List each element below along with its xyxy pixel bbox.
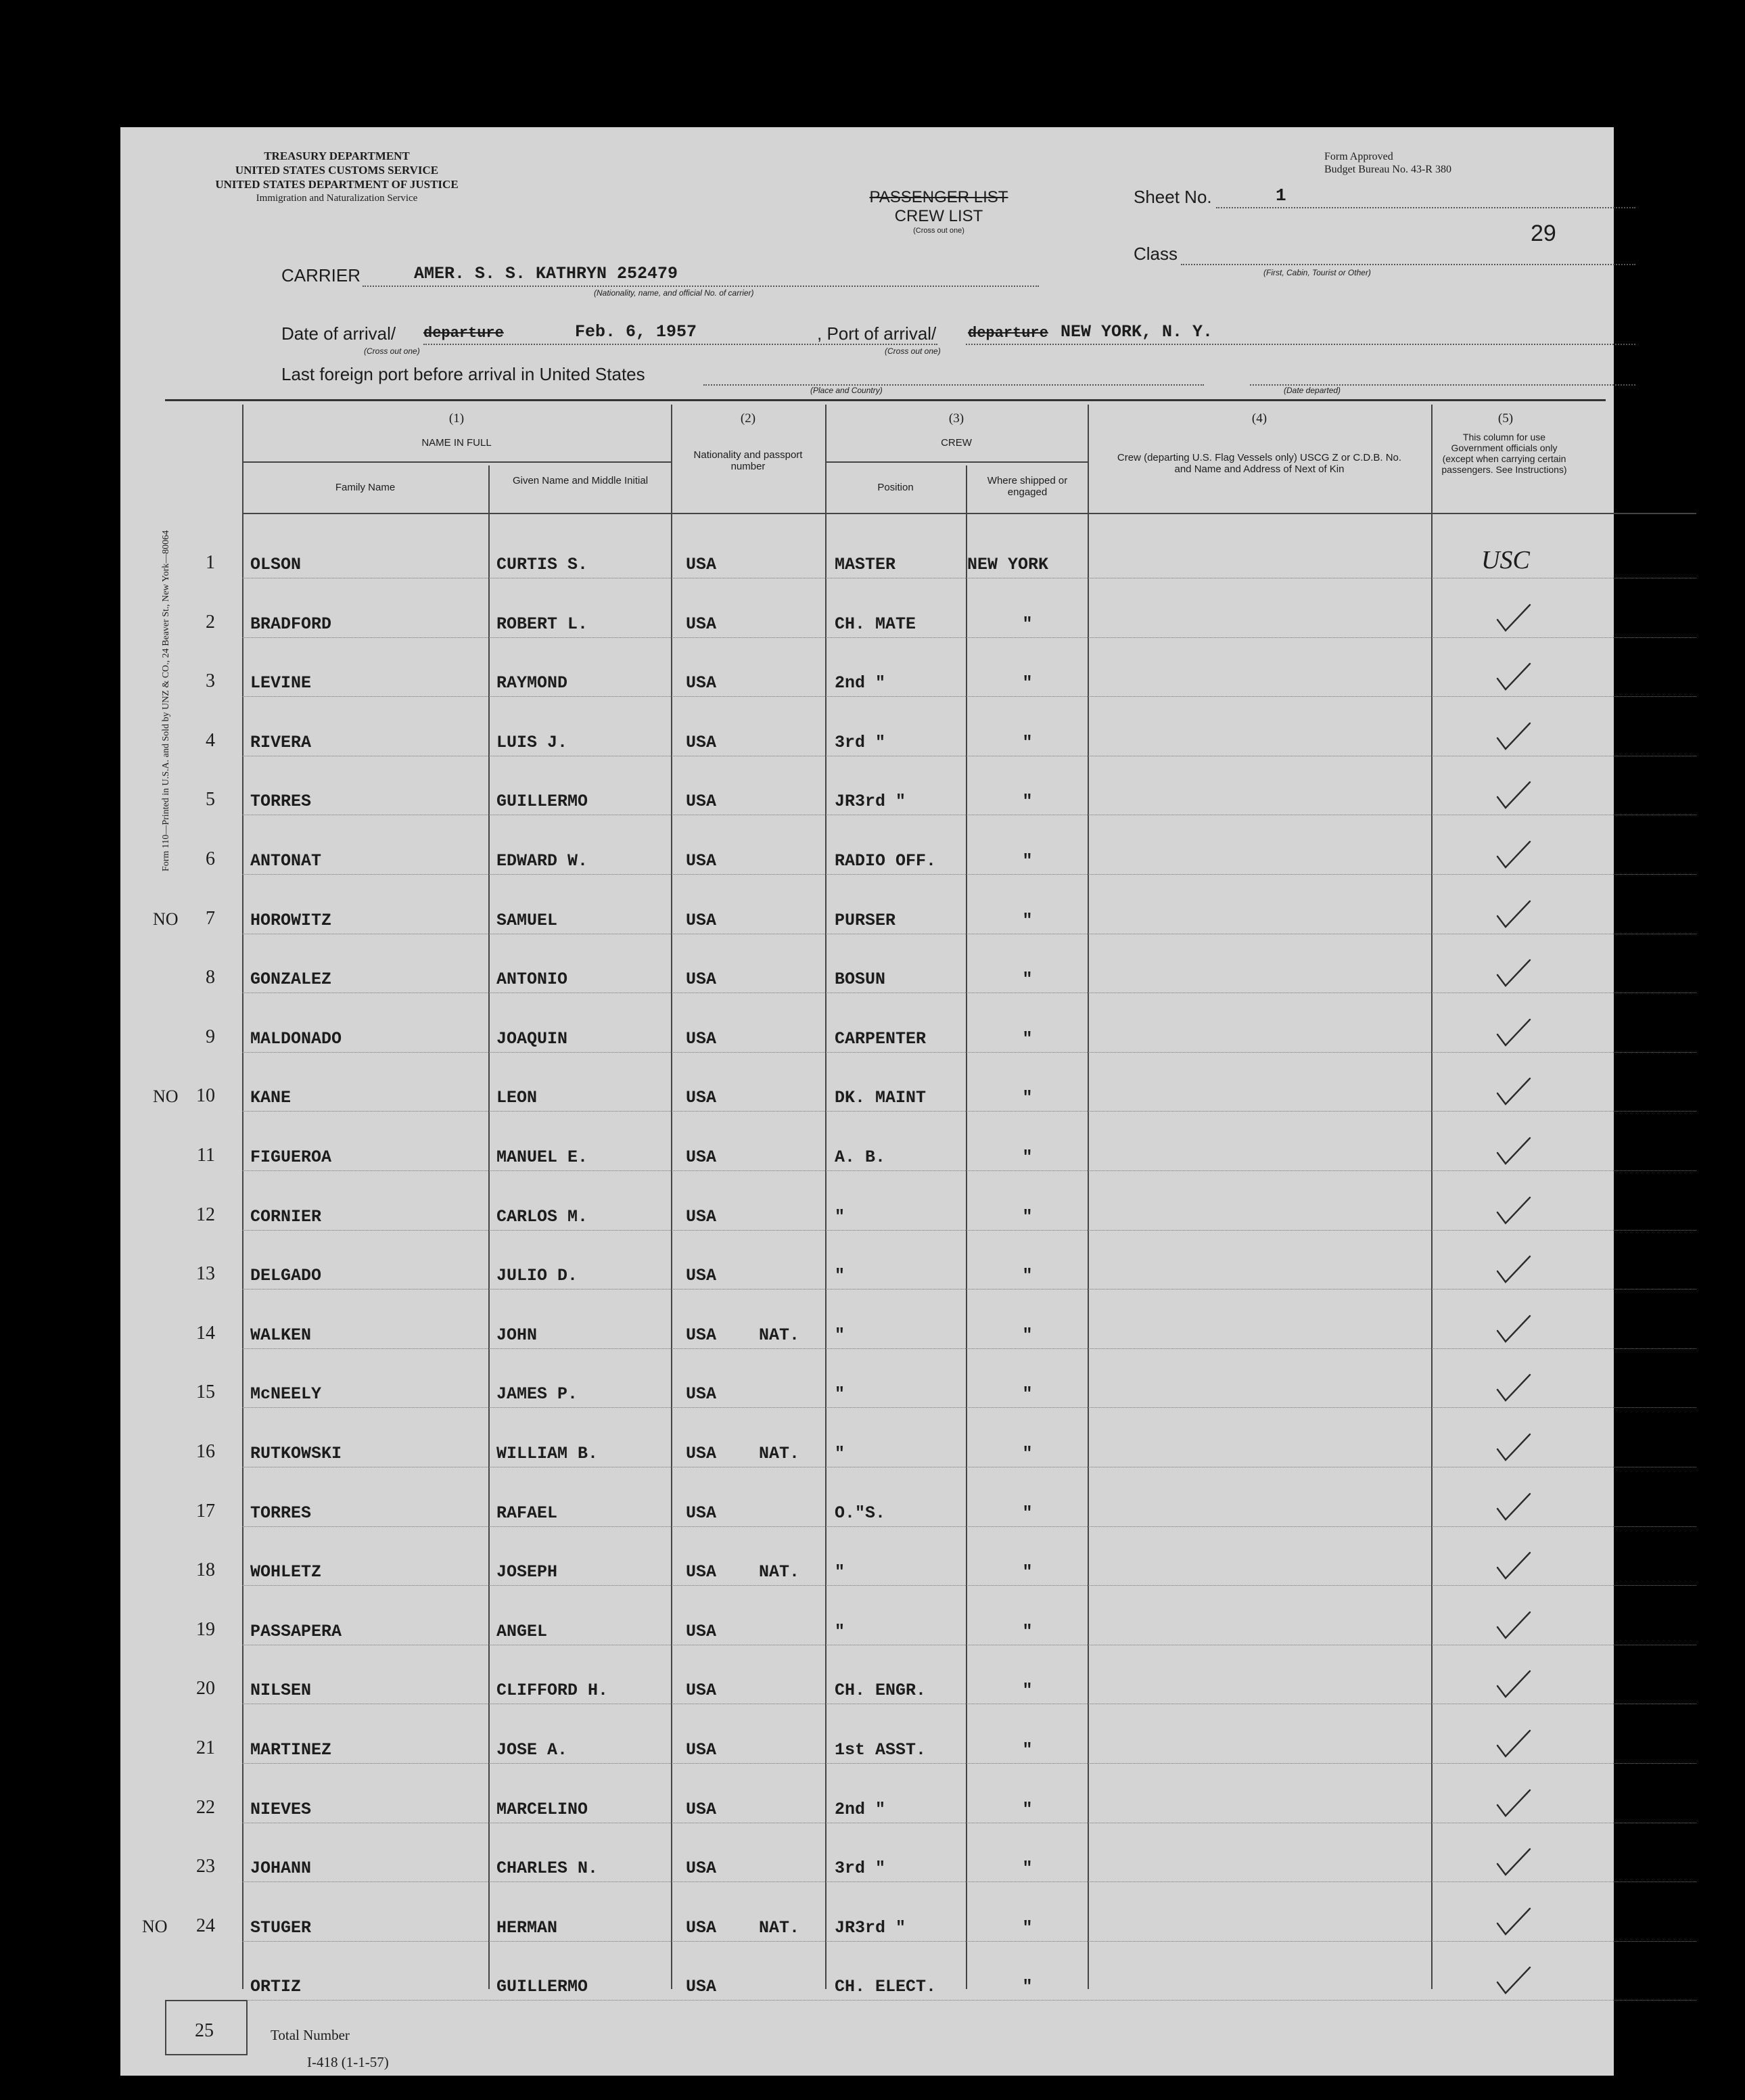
cell-nationality: USA [686,1503,717,1523]
cell-position: 3rd " [835,732,886,752]
cell-position: MASTER [835,555,896,574]
row-baseline [242,992,1696,993]
port-note: (Cross out one) [885,346,941,356]
row-note: NO [153,1087,179,1107]
cell-nationality: USA [686,851,717,871]
cell-given-name: RAYMOND [496,673,568,693]
arrival-struck-word: departure [423,325,504,342]
cell-given-name: ANGEL [496,1621,548,1641]
checkmark-icon [1493,898,1534,930]
class-note: (First, Cabin, Tourist or Other) [1263,268,1371,277]
cell-nationality: USA [686,1088,717,1108]
cell-naturalized: NAT. [759,1325,800,1345]
row-number: 19 [196,1618,215,1640]
cell-position: PURSER [835,910,896,930]
cell-position: 2nd " [835,1799,886,1819]
cell-family-name: TORRES [250,792,312,812]
cell-where-shipped: " [1022,792,1033,812]
cell-given-name: EDWARD W. [496,851,588,871]
row-number: 3 [206,670,215,692]
cell-given-name: JOHN [496,1325,538,1345]
cell-position: A. B. [835,1147,886,1167]
col-divider-5 [1431,405,1433,1989]
row-number: 4 [206,729,215,751]
checkmark-icon [1493,1668,1534,1699]
row-baseline [242,874,1696,875]
rule-header-bottom [242,513,1696,514]
cell-where-shipped: " [1022,1384,1033,1405]
cell-given-name: CARLOS M. [496,1206,588,1227]
row-baseline [242,1585,1696,1586]
cell-where-shipped: " [1022,1621,1033,1641]
checkmark-icon [1493,1135,1534,1166]
row-number: 5 [206,789,215,811]
rule-crew-sub [825,461,1088,463]
checkmark-icon [1493,602,1534,633]
row-number: 10 [196,1085,215,1107]
col-divider-4 [1088,405,1089,1989]
cell-where-shipped: " [1022,1206,1033,1227]
cell-position: O."S. [835,1503,886,1523]
cell-family-name: RIVERA [250,732,312,752]
row-number: 17 [196,1500,215,1522]
port-value: NEW YORK, N. Y. [1061,322,1213,342]
row-number: 22 [196,1796,215,1818]
cell-nationality: USA [686,1562,717,1582]
col1-number: (1) [448,411,465,426]
cell-family-name: ORTIZ [250,1977,302,1997]
cell-family-name: BRADFORD [250,614,332,634]
cell-given-name: JULIO D. [496,1266,578,1286]
cell-nationality: USA [686,732,717,752]
row-baseline [242,1881,1696,1882]
cell-given-name: MARCELINO [496,1799,588,1819]
cell-family-name: DELGADO [250,1266,322,1286]
cell-family-name: WALKEN [250,1325,312,1345]
total-count: 25 [195,2020,214,2041]
cell-given-name: JOSEPH [496,1562,558,1582]
cell-family-name: PASSAPERA [250,1621,342,1641]
checkmark-icon [1493,957,1534,988]
cell-nationality: USA [686,910,717,930]
official-mark: USC [1481,546,1530,574]
checkmark-icon [1493,1906,1534,1937]
cell-position: BOSUN [835,969,886,990]
cell-position: RADIO OFF. [835,851,937,871]
cell-nationality: USA [686,1799,717,1819]
row-number: 8 [206,967,215,988]
row-baseline [242,1526,1696,1527]
agency-header [168,149,506,206]
cell-nationality: USA [686,1621,717,1641]
cell-nationality: USA [686,792,717,812]
cell-where-shipped: " [1022,1266,1033,1286]
cell-naturalized: NAT. [759,1917,800,1938]
cell-nationality: USA [686,1266,717,1286]
cell-family-name: OLSON [250,555,302,574]
row-number: 12 [196,1204,215,1225]
cell-family-name: MALDONADO [250,1028,342,1049]
header-rule [165,399,1606,401]
cell-given-name: JAMES P. [496,1384,578,1405]
col-divider-3 [825,405,827,1989]
cell-where-shipped: NEW YORK [967,555,1049,574]
cell-position: " [835,1384,845,1405]
checkmark-icon [1493,1076,1534,1107]
row-baseline [242,1941,1696,1942]
row-number: 2 [206,611,215,633]
col3-title: CREW [941,437,972,449]
agency-line-4: Immigration and Naturalization Service [256,193,418,204]
col-divider-2 [671,405,672,1989]
arrival-date-value: Feb. 6, 1957 [575,322,697,342]
row-baseline [242,1407,1696,1408]
cell-where-shipped: " [1022,1740,1033,1760]
agency-line-1: TREASURY DEPARTMENT [264,150,410,162]
row-baseline [242,637,1696,638]
cell-where-shipped: " [1022,673,1033,693]
cell-where-shipped: " [1022,851,1033,871]
cell-family-name: MARTINEZ [250,1740,332,1760]
checkmark-icon [1493,1017,1534,1048]
cell-position: JR3rd " [835,1917,906,1938]
cell-given-name: LUIS J. [496,732,568,752]
cell-family-name: FIGUEROA [250,1147,332,1167]
cell-position: " [835,1266,845,1286]
carrier-note: (Nationality, name, and official No. of carrier) [594,288,754,298]
row-number: 11 [197,1145,215,1166]
cell-nationality: USA [686,1917,717,1938]
col-divider-family [488,465,490,1989]
class-line [1181,264,1635,265]
cell-family-name: KANE [250,1088,292,1108]
row-baseline [242,1052,1696,1053]
cell-family-name: LEVINE [250,673,312,693]
col4-number: (4) [1251,411,1267,426]
checkmark-icon [1493,779,1534,811]
cell-where-shipped: " [1022,614,1033,634]
cell-position: 2nd " [835,673,886,693]
cell-where-shipped: " [1022,1977,1033,1997]
checkmark-icon [1493,1195,1534,1226]
sheet-line [1216,207,1635,208]
carrier-label: CARRIER [281,265,361,286]
cell-family-name: CORNIER [250,1206,322,1227]
carrier-line [363,286,1039,287]
checkmark-icon [1493,839,1534,870]
form-approved-line-2: Budget Bureau No. 43-R 380 [1324,164,1451,175]
arrival-date-label: Date of arrival/ [281,323,396,344]
cell-where-shipped: " [1022,910,1033,930]
page-number: 29 [1531,221,1556,246]
row-note: NO [153,909,179,929]
cell-given-name: CLIFFORD H. [496,1681,609,1701]
checkmark-icon [1493,1254,1534,1285]
col1-title: NAME IN FULL [421,437,492,449]
row-baseline [242,1763,1696,1764]
col3-number: (3) [948,411,964,426]
last-port-label: Last foreign port before arrival in United States [281,364,645,384]
cell-where-shipped: " [1022,732,1033,752]
cell-position: CH. ELECT. [835,1977,937,1997]
cell-position: 1st ASST. [835,1740,927,1760]
checkmark-icon [1493,1313,1534,1344]
cell-where-shipped: " [1022,1147,1033,1167]
col-divider-1 [242,405,243,1989]
col5-title: This column for use Government officials only (except when carrying certain passengers. See Instructions) [1441,432,1567,475]
cell-family-name: HOROWITZ [250,910,332,930]
row-number: 6 [206,848,215,869]
last-port-date-note: (Date departed) [1284,386,1341,395]
checkmark-icon [1493,661,1534,692]
row-baseline [242,1230,1696,1231]
cell-given-name: WILLIAM B. [496,1444,599,1463]
cell-given-name: LEON [496,1088,538,1108]
col3-where-header: Where shipped or engaged [987,475,1068,498]
checkmark-icon [1493,1965,1534,1996]
row-number: 15 [196,1382,215,1403]
port-label: , Port of arrival/ [817,323,937,344]
cell-position: CH. ENGR. [835,1681,927,1701]
row-baseline [242,1111,1696,1112]
cell-given-name: MANUEL E. [496,1147,588,1167]
form-approved-line-1: Form Approved [1324,151,1393,162]
cell-where-shipped: " [1022,1917,1033,1938]
last-port-place-line [703,384,1204,386]
cell-given-name: ANTONIO [496,969,568,990]
cell-position: CARPENTER [835,1028,927,1049]
cell-family-name: NILSEN [250,1681,312,1701]
row-number: 23 [196,1856,215,1877]
cell-where-shipped: " [1022,1503,1033,1523]
cell-nationality: USA [686,1444,717,1463]
agency-line-3: UNITED STATES DEPARTMENT OF JUSTICE [215,178,459,191]
cell-family-name: McNEELY [250,1384,322,1405]
cell-family-name: WOHLETZ [250,1562,322,1582]
cell-position: " [835,1325,845,1345]
sheet-label: Sheet No. [1134,187,1212,207]
cell-given-name: SAMUEL [496,910,558,930]
row-number: 24 [196,1915,215,1936]
cell-position: DK. MAINT [835,1088,927,1108]
sheet-number: 1 [1276,185,1286,206]
cell-nationality: USA [686,1858,717,1879]
last-port-place-note: (Place and Country) [810,386,883,395]
row-baseline [242,1170,1696,1171]
row-number: 18 [196,1559,215,1581]
cell-given-name: CURTIS S. [496,555,588,574]
cell-position: " [835,1444,845,1463]
checkmark-icon [1493,1432,1534,1463]
col5-number: (5) [1497,411,1514,426]
cell-position: " [835,1621,845,1641]
cell-where-shipped: " [1022,969,1033,990]
cell-given-name: RAFAEL [496,1503,558,1523]
port-struck-word: departure [968,325,1048,342]
checkmark-icon [1493,1372,1534,1403]
form-approved-note [1324,150,1451,176]
cell-family-name: ANTONAT [250,851,322,871]
checkmark-icon [1493,1787,1534,1819]
cell-where-shipped: " [1022,1799,1033,1819]
cell-nationality: USA [686,673,717,693]
col-divider-position [966,465,967,1989]
cell-nationality: USA [686,1740,717,1760]
row-number: 20 [196,1678,215,1699]
carrier-value: AMER. S. S. KATHRYN 252479 [414,264,678,283]
row-number: 16 [196,1441,215,1462]
row-baseline [242,696,1696,697]
cell-given-name: GUILLERMO [496,792,588,812]
cell-nationality: USA [686,555,717,574]
cell-family-name: STUGER [250,1917,312,1938]
col2-title: Nationality and passport number [693,449,803,472]
cell-position: CH. MATE [835,614,916,634]
col1-given-header: Given Name and Middle Initial [512,475,649,486]
printer-imprint: Form 110—Printed in U.S.A. and Sold by UNZ & CO., 24 Beaver St., New York—80064 [161,530,171,871]
rule-name-sub [242,461,671,463]
checkmark-icon [1493,1610,1534,1641]
row-baseline [242,1348,1696,1349]
cell-given-name: ROBERT L. [496,614,588,634]
cell-family-name: GONZALEZ [250,969,332,990]
cell-naturalized: NAT. [759,1444,800,1463]
cell-nationality: USA [686,1977,717,1997]
row-number: 1 [206,552,215,573]
cell-position: 3rd " [835,1858,886,1879]
row-baseline [242,2000,1696,2001]
row-number: 7 [206,907,215,929]
checkmark-icon [1493,1728,1534,1759]
checkmark-icon [1493,721,1534,752]
cell-where-shipped: " [1022,1681,1033,1701]
crew-list-form [120,127,1614,2076]
cell-family-name: RUTKOWSKI [250,1444,342,1463]
col1-family-header: Family Name [335,482,396,493]
cell-given-name: JOAQUIN [496,1028,568,1049]
cell-nationality: USA [686,1681,717,1701]
cell-family-name: NIEVES [250,1799,312,1819]
checkmark-icon [1493,1550,1534,1581]
cell-naturalized: NAT. [759,1562,800,1582]
cell-where-shipped: " [1022,1444,1033,1463]
cell-family-name: TORRES [250,1503,312,1523]
total-number-label: Total Number [271,2027,350,2043]
row-note: NO [142,1916,168,1936]
cell-where-shipped: " [1022,1088,1033,1108]
cell-nationality: USA [686,1147,717,1167]
row-number: 14 [196,1322,215,1344]
list-title [804,188,1074,235]
cell-nationality: USA [686,969,717,990]
col2-number: (2) [740,411,756,426]
agency-line-2: UNITED STATES CUSTOMS SERVICE [235,164,439,177]
cell-given-name: HERMAN [496,1917,558,1938]
col4-title: Crew (departing U.S. Flag Vessels only) USCG Z or C.D.B. No. and Name and Address of Next of Kin [1117,452,1402,475]
col3-position-header: Position [877,482,914,493]
checkmark-icon [1493,1491,1534,1522]
row-number: 21 [196,1737,215,1758]
class-label: Class [1134,244,1178,264]
list-title-crew: CREW LIST [894,207,983,225]
cell-where-shipped: " [1022,1562,1033,1582]
list-title-note: (Cross out one) [913,227,964,235]
cell-given-name: GUILLERMO [496,1977,588,1997]
cell-given-name: CHARLES N. [496,1858,599,1879]
arrival-note: (Cross out one) [364,346,420,356]
cell-given-name: JOSE A. [496,1740,568,1760]
cell-nationality: USA [686,1028,717,1049]
cell-position: " [835,1206,845,1227]
checkmark-icon [1493,1846,1534,1877]
cell-nationality: USA [686,1384,717,1405]
cell-nationality: USA [686,614,717,634]
cell-where-shipped: " [1022,1325,1033,1345]
cell-family-name: JOHANN [250,1858,312,1879]
cell-nationality: USA [686,1206,717,1227]
form-number: I-418 (1-1-57) [307,2054,389,2070]
list-title-struck: PASSENGER LIST [869,188,1008,206]
row-number: 13 [196,1263,215,1285]
row-number: 9 [206,1026,215,1047]
cell-position: JR3rd " [835,792,906,812]
cell-nationality: USA [686,1325,717,1345]
port-line [966,344,1635,345]
cell-where-shipped: " [1022,1028,1033,1049]
cell-position: " [835,1562,845,1582]
cell-where-shipped: " [1022,1858,1033,1879]
